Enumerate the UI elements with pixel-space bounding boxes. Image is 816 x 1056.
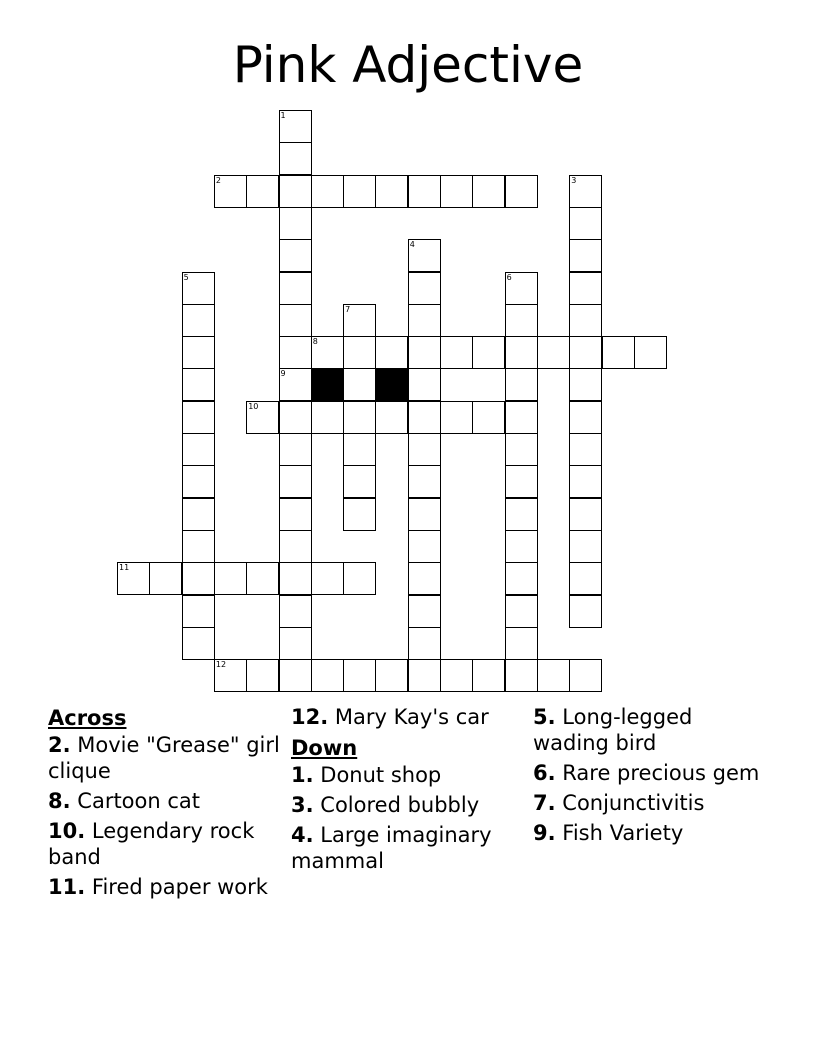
clue-number: 5.: [533, 705, 556, 729]
grid-cell[interactable]: [279, 595, 312, 628]
grid-cell[interactable]: [279, 498, 312, 531]
grid-cell[interactable]: [408, 368, 441, 401]
grid-cell[interactable]: [279, 239, 312, 272]
cell-number: 9: [280, 369, 286, 379]
grid-cell[interactable]: [505, 659, 538, 692]
clue-down-7: [533, 790, 773, 816]
grid-cell[interactable]: [343, 659, 376, 692]
grid-cell[interactable]: [279, 336, 312, 369]
grid-cell[interactable]: [472, 659, 505, 692]
clue-number: 7.: [533, 791, 556, 815]
grid-cell[interactable]: [182, 530, 215, 563]
grid-cell[interactable]: [214, 175, 247, 208]
grid-cell[interactable]: [569, 207, 602, 240]
grid-cell[interactable]: [343, 175, 376, 208]
clue-across-2: [48, 732, 286, 784]
grid-cell[interactable]: [279, 368, 312, 401]
grid-cell[interactable]: [214, 562, 247, 595]
clue-text: Rare precious gem: [562, 761, 760, 785]
grid-cell[interactable]: [505, 433, 538, 466]
grid-cell[interactable]: [408, 304, 441, 337]
clue-number: 11.: [48, 875, 86, 899]
grid-cell[interactable]: [117, 562, 150, 595]
grid-cell[interactable]: [408, 530, 441, 563]
grid-cell[interactable]: [343, 368, 376, 401]
grid-cell[interactable]: [343, 433, 376, 466]
grid-cell[interactable]: [569, 595, 602, 628]
clue-down-3: [291, 792, 527, 818]
grid-cell[interactable]: [505, 272, 538, 305]
grid-cell[interactable]: [279, 142, 312, 175]
cell-number: 11: [119, 563, 130, 573]
clue-column-2: [291, 704, 527, 878]
grid-cell[interactable]: [408, 465, 441, 498]
cell-number: 2: [215, 175, 221, 185]
cell-number: 10: [248, 401, 259, 411]
grid-cell[interactable]: [505, 175, 538, 208]
clue-text: Movie "Grease" girl clique: [48, 733, 280, 783]
grid-cell[interactable]: [375, 336, 408, 369]
grid-cell[interactable]: [505, 401, 538, 434]
grid-cell[interactable]: [408, 401, 441, 434]
clue-across-8: [48, 788, 286, 814]
cell-number: 3: [571, 175, 577, 185]
clue-down-9: [533, 820, 773, 846]
clue-text: Cartoon cat: [77, 789, 201, 813]
grid-cell[interactable]: [214, 659, 247, 692]
grid-cell[interactable]: [569, 336, 602, 369]
grid-cell[interactable]: [182, 498, 215, 531]
grid-cell[interactable]: [408, 336, 441, 369]
grid-cell[interactable]: [440, 401, 473, 434]
grid-cell[interactable]: [343, 336, 376, 369]
clue-number: 3.: [291, 793, 314, 817]
grid-cell[interactable]: [311, 175, 344, 208]
grid-cell[interactable]: [375, 659, 408, 692]
grid-cell[interactable]: [408, 595, 441, 628]
grid-cell[interactable]: [569, 465, 602, 498]
grid-cell[interactable]: [472, 401, 505, 434]
grid-cell[interactable]: [505, 304, 538, 337]
grid-cell[interactable]: [182, 433, 215, 466]
clue-column-3: [533, 704, 773, 850]
grid-cell[interactable]: [505, 562, 538, 595]
cell-number: 7: [345, 304, 351, 314]
clue-number: 4.: [291, 823, 314, 847]
grid-cell[interactable]: [569, 530, 602, 563]
grid-cell[interactable]: [472, 336, 505, 369]
clue-column-1: [48, 704, 286, 904]
grid-cell[interactable]: [311, 401, 344, 434]
grid-cell[interactable]: [569, 433, 602, 466]
grid-cell[interactable]: [408, 659, 441, 692]
clue-number: 10.: [48, 819, 86, 843]
grid-cell[interactable]: [182, 368, 215, 401]
clue-text: Large imaginary mammal: [291, 823, 492, 873]
grid-cell[interactable]: [440, 336, 473, 369]
grid-cell[interactable]: [408, 498, 441, 531]
clue-number: 12.: [291, 705, 329, 729]
grid-cell[interactable]: [505, 368, 538, 401]
grid-cell[interactable]: [408, 562, 441, 595]
grid-cell[interactable]: [279, 110, 312, 143]
clue-text: Long-legged wading bird: [533, 705, 693, 755]
grid-cell[interactable]: [279, 272, 312, 305]
clue-text: Donut shop: [320, 763, 442, 787]
grid-cell[interactable]: [182, 627, 215, 660]
grid-cell[interactable]: [505, 530, 538, 563]
grid-cell[interactable]: [569, 304, 602, 337]
cell-number: 12: [215, 660, 227, 670]
grid-cell[interactable]: [408, 175, 441, 208]
grid-cell[interactable]: [279, 207, 312, 240]
grid-cell[interactable]: [537, 336, 570, 369]
clue-number: 1.: [291, 763, 314, 787]
grid-cell[interactable]: [569, 239, 602, 272]
grid-cell[interactable]: [375, 175, 408, 208]
grid-cell[interactable]: [311, 562, 344, 595]
grid-cell[interactable]: [279, 659, 312, 692]
down-heading: Down: [291, 736, 358, 760]
grid-cell[interactable]: [279, 304, 312, 337]
grid-cell[interactable]: [246, 175, 279, 208]
clue-down-5: [533, 704, 773, 756]
grid-cell[interactable]: [311, 659, 344, 692]
grid-cell[interactable]: [279, 562, 312, 595]
grid-cell[interactable]: [182, 401, 215, 434]
grid-cell[interactable]: [149, 562, 182, 595]
grid-cell[interactable]: [408, 239, 441, 272]
grid-cell[interactable]: [182, 336, 215, 369]
grid-cell[interactable]: [343, 498, 376, 531]
grid-cell[interactable]: [505, 595, 538, 628]
grid-cell[interactable]: [569, 175, 602, 208]
grid-cell[interactable]: [440, 659, 473, 692]
grid-cell[interactable]: [246, 659, 279, 692]
grid-cell[interactable]: [602, 336, 635, 369]
grid-cell[interactable]: [182, 562, 215, 595]
clue-across-12: [291, 704, 527, 730]
grid-cell[interactable]: [246, 562, 279, 595]
cell-number: 8: [312, 337, 318, 347]
grid-cell[interactable]: [279, 465, 312, 498]
cell-number: 5: [183, 272, 189, 282]
grid-cell[interactable]: [279, 433, 312, 466]
clue-text: Legendary rock band: [48, 819, 255, 869]
grid-cell[interactable]: [408, 627, 441, 660]
grid-cell[interactable]: [246, 401, 279, 434]
grid-cell[interactable]: [505, 465, 538, 498]
grid-cell[interactable]: [182, 272, 215, 305]
clue-text: Mary Kay's car: [334, 705, 489, 729]
grid-cell[interactable]: [182, 304, 215, 337]
clue-number: 8.: [48, 789, 71, 813]
grid-cell[interactable]: [279, 175, 312, 208]
clue-across-10: [48, 818, 286, 870]
grid-cell[interactable]: [279, 401, 312, 434]
grid-cell[interactable]: [279, 627, 312, 660]
clue-number: 6.: [533, 761, 556, 785]
clue-down-4: [291, 822, 527, 874]
black-cell: [311, 368, 344, 401]
cell-number: 6: [506, 272, 512, 282]
clue-text: Fired paper work: [91, 875, 268, 899]
grid-cell[interactable]: [505, 627, 538, 660]
clue-down-6: [533, 760, 773, 786]
grid-cell[interactable]: [634, 336, 667, 369]
black-cell: [375, 368, 408, 401]
page-title: Pink Adjective: [232, 36, 584, 94]
grid-cell[interactable]: [440, 175, 473, 208]
grid-cell[interactable]: [408, 433, 441, 466]
grid-cell[interactable]: [279, 530, 312, 563]
grid-cell[interactable]: [569, 401, 602, 434]
grid-cell[interactable]: [182, 595, 215, 628]
across-heading: Across: [48, 706, 127, 730]
clue-text: Fish Variety: [562, 821, 684, 845]
grid-cell[interactable]: [505, 498, 538, 531]
clue-number: 2.: [48, 733, 71, 757]
cell-number: 1: [280, 111, 286, 120]
clue-number: 9.: [533, 821, 556, 845]
grid-cell[interactable]: [343, 465, 376, 498]
cell-number: 4: [409, 240, 415, 250]
clue-down-1: [291, 762, 527, 788]
clue-across-11: [48, 874, 286, 900]
grid-cell[interactable]: [182, 465, 215, 498]
grid-cell[interactable]: [569, 498, 602, 531]
grid-cell[interactable]: [343, 401, 376, 434]
grid-cell[interactable]: [375, 401, 408, 434]
grid-cell[interactable]: [569, 659, 602, 692]
grid-cell[interactable]: [569, 368, 602, 401]
grid-cell[interactable]: [408, 272, 441, 305]
grid-cell[interactable]: [343, 562, 376, 595]
grid-cell[interactable]: [311, 336, 344, 369]
clue-text: Conjunctivitis: [562, 791, 705, 815]
clue-text: Colored bubbly: [320, 793, 480, 817]
grid-cell[interactable]: [505, 336, 538, 369]
grid-cell[interactable]: [569, 272, 602, 305]
grid-cell[interactable]: [472, 175, 505, 208]
grid-cell[interactable]: [343, 304, 376, 337]
grid-cell[interactable]: [569, 562, 602, 595]
grid-cell[interactable]: [537, 659, 570, 692]
